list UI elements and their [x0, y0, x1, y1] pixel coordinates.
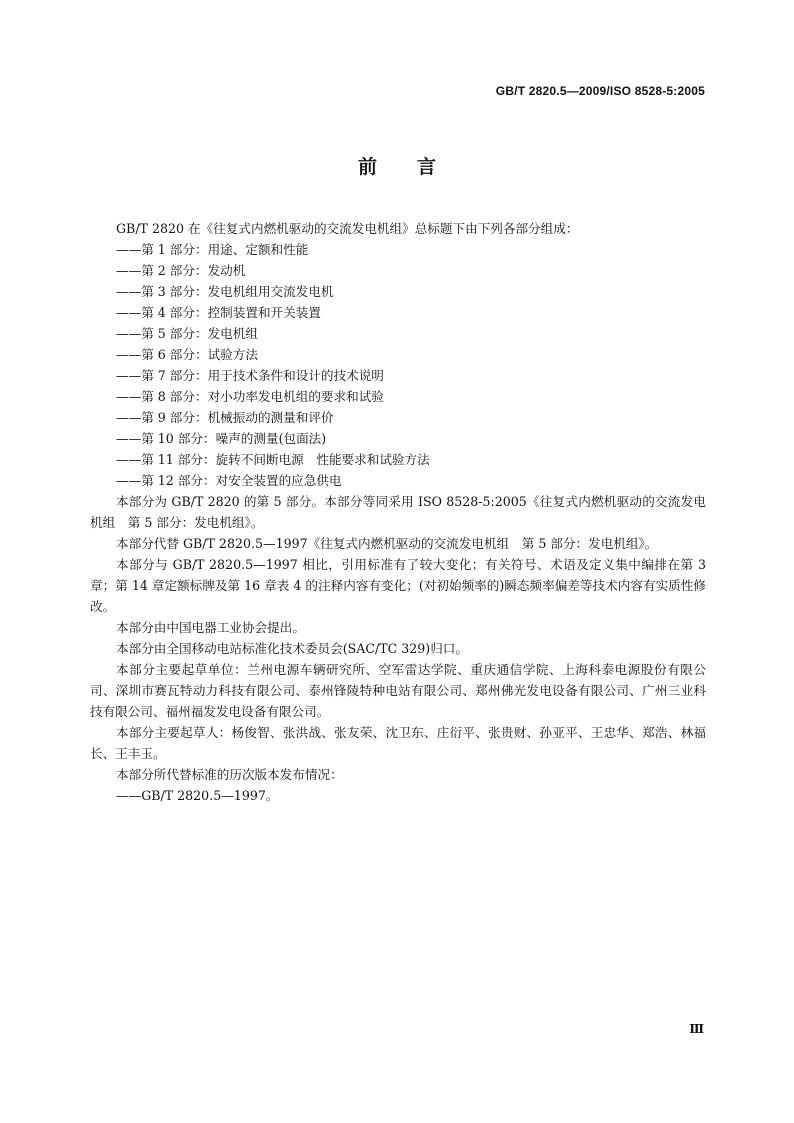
list-item: ——第 2 部分：发动机	[116, 263, 246, 278]
list-item: ——第 5 部分：发电机组	[116, 326, 258, 341]
intro-paragraph: GB/T 2820 在《往复式内燃机驱动的交流发电机组》总标题下由下列各部分组成：	[116, 221, 579, 236]
page-title: 前言	[357, 156, 476, 178]
list-item: ——第 6 部分：试验方法	[116, 347, 258, 362]
page-number: Ⅲ	[689, 1022, 704, 1036]
adoption-paragraph: 本部分为 GB/T 2820 的第 5 部分。本部分等同采用 ISO 8528-5:2005《往复式内燃机驱动的交流发电机组 第 5 部分：发电机组》。	[90, 494, 706, 530]
history-item: ——GB/T 2820.5—1997。	[116, 788, 279, 803]
list-item: ——第 10 部分：噪声的测量(包面法)	[116, 431, 327, 446]
standard-code: GB/T 2820.5—2009/ISO 8528-5:2005	[495, 84, 705, 98]
history-intro-paragraph: 本部分所代替标准的历次版本发布情况：	[116, 767, 343, 782]
centralized-paragraph: 本部分由全国移动电站标准化技术委员会(SAC/TC 329)归口。	[116, 641, 468, 656]
list-item: ——第 8 部分：对小功率发电机组的要求和试验	[116, 389, 384, 404]
list-item: ——第 9 部分：机械振动的测量和评价	[116, 410, 334, 425]
list-item: ——第 3 部分：发电机组用交流发电机	[116, 284, 334, 299]
parts-list	[90, 239, 706, 491]
proposed-paragraph: 本部分由中国电器工业协会提出。	[116, 620, 305, 635]
list-item: ——第 12 部分：对安全装置的应急供电	[116, 473, 342, 488]
drafters-paragraph: 本部分主要起草人：杨俊智、张洪战、张友荣、沈卫东、庄衍平、张贵财、孙亚平、王忠华、郑浩、林福长、王丰玉。	[90, 725, 706, 761]
changes-paragraph: 本部分与 GB/T 2820.5—1997 相比，引用标准有了较大变化；有关符号、术语及定义集中编排在第 3 章；第 14 章定额标牌及第 16 章表 4 的注释内容有变化；(对初始频率的)瞬态频率偏差等技术内容有实质性修改。	[90, 557, 706, 614]
list-item: ——第 1 部分：用途、定额和性能	[116, 242, 309, 257]
replaces-paragraph: 本部分代替 GB/T 2820.5—1997《往复式内燃机驱动的交流发电机组 第 5 部分：发电机组》。	[116, 536, 658, 551]
foreword-body	[90, 218, 706, 806]
list-item: ——第 11 部分：旋转不间断电源 性能要求和试验方法	[116, 452, 430, 467]
drafting-units-paragraph: 本部分主要起草单位：兰州电源车辆研究所、空军雷达学院、重庆通信学院、上海科泰电源股份有限公司、深圳市赛瓦特动力科技有限公司、泰州锋陵特种电站有限公司、郑州佛光发电设备有限公司、广州三业科技有限公司、福州福发发电设备有限公司。	[90, 662, 706, 719]
list-item: ——第 7 部分：用于技术条件和设计的技术说明	[116, 368, 384, 383]
list-item: ——第 4 部分：控制装置和开关装置	[116, 305, 321, 320]
